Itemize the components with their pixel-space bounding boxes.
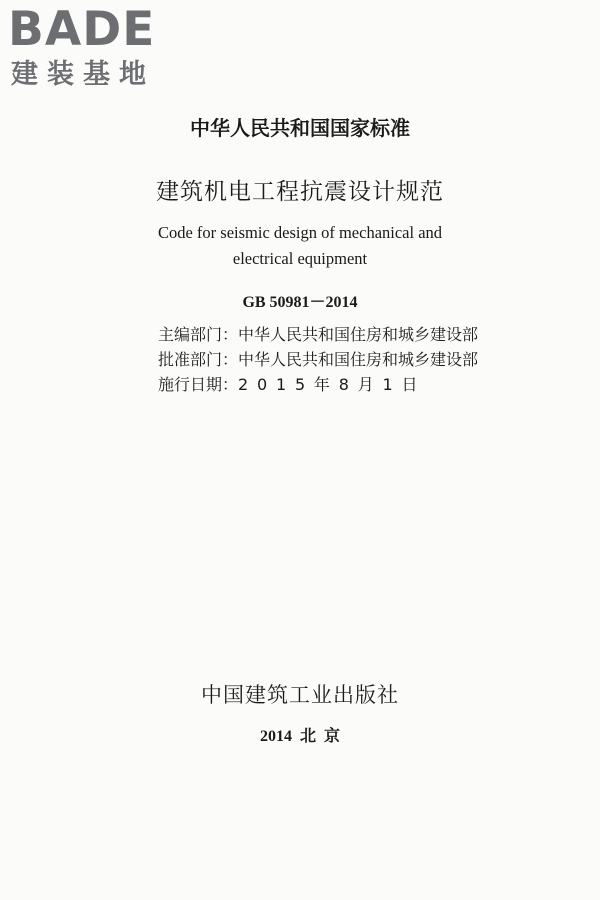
effective-date-row <box>158 372 478 397</box>
effective-date-label: 施行日期： <box>158 375 239 394</box>
publication-year-place: 2014 北 京 <box>259 728 340 745</box>
approval-dept-value: 中华人民共和国住房和城乡建设部 <box>238 350 479 369</box>
effective-date-value: 2015年8月1日 <box>238 375 427 394</box>
title-cn: 建筑机电工程抗震设计规范 <box>156 179 444 205</box>
chief-dept-row <box>158 322 478 347</box>
title-en <box>0 220 600 272</box>
publisher: 中国建筑工业出版社 <box>201 683 399 707</box>
title-en-line1: Code for seismic design of mechanical and <box>157 223 443 242</box>
info-block <box>158 322 478 397</box>
standard-code: GB 50981－2014 <box>242 294 358 311</box>
logo-subtitle: 建装基地 <box>11 59 155 90</box>
bade-logo <box>8 4 178 94</box>
title-en-line2: electrical equipment <box>232 249 368 268</box>
chief-dept-value: 中华人民共和国住房和城乡建设部 <box>238 325 479 344</box>
approval-dept-row <box>158 347 478 372</box>
chief-dept-label: 主编部门： <box>158 325 239 344</box>
standard-type: 中华人民共和国国家标准 <box>190 116 410 140</box>
approval-dept-label: 批准部门： <box>158 350 239 369</box>
logo-brand: BADE <box>8 2 156 57</box>
